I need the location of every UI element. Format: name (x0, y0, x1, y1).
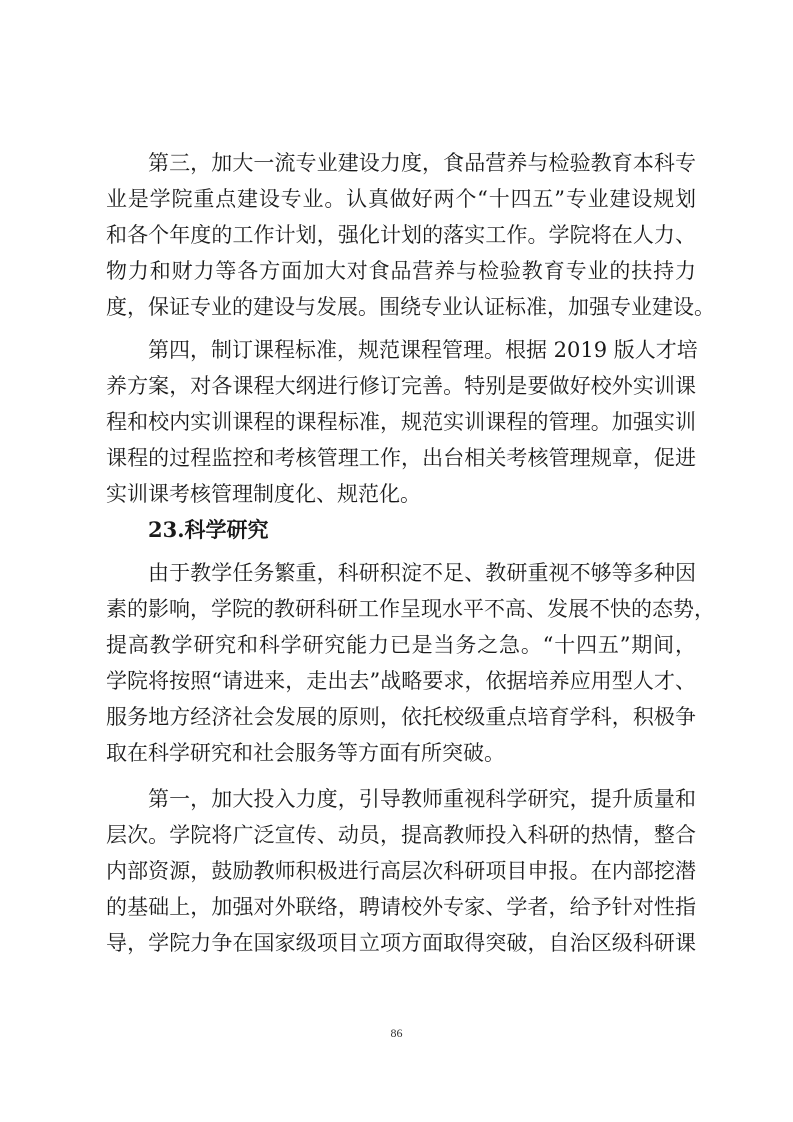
paragraph-3-line-1: 由于教学任务繁重，科研积淀不足、教研重视不够等多种因 (148, 561, 696, 585)
paragraph-2-line-5: 实训课考核管理制度化、规范化。 (106, 482, 421, 506)
paragraph-3-line-6: 取在科学研究和社会服务等方面有所突破。 (106, 741, 505, 765)
section-heading: 23.科学研究 (148, 517, 269, 542)
paragraph-1-line-5: 度，保证专业的建设与发展。围绕专业认证标准，加强专业建设。 (106, 295, 715, 319)
paragraph-4-line-4: 的基础上，加强对外联络，聘请校外专家、学者，给予针对性指 (106, 895, 696, 919)
paragraph-2-line-1: 第四，制订课程标准，规范课程管理。根据 2019 版人才培 (148, 338, 698, 362)
paragraph-4-line-2: 层次。学院将广泛宣传、动员，提高教师投入科研的热情，整合 (106, 823, 696, 847)
paragraph-1-line-3: 和各个年度的工作计划，强化计划的落实工作。学院将在人力、 (106, 223, 696, 247)
page-number: 86 (390, 1026, 403, 1040)
paragraph-4-line-1: 第一，加大投入力度，引导教师重视科学研究，提升质量和 (148, 787, 696, 811)
paragraph-1-line-1: 第三，加大一流专业建设力度，食品营养与检验教育本科专 (148, 151, 696, 175)
paragraph-3-line-4: 学院将按照“请进来，走出去”战略要求，依据培养应用型人才、 (106, 669, 696, 693)
paragraph-3-line-3: 提高教学研究和科学研究能力已是当务之急。“十四五”期间， (106, 633, 696, 657)
paragraph-3-line-5: 服务地方经济社会发展的原则，依托校级重点培育学科，积极争 (106, 705, 696, 729)
paragraph-2-line-2: 养方案，对各课程大纲进行修订完善。特别是要做好校外实训课 (106, 374, 696, 398)
paragraph-4-line-5: 导，学院力争在国家级项目立项方面取得突破，自治区级科研课 (106, 931, 696, 955)
paragraph-1-line-2: 业是学院重点建设专业。认真做好两个“十四五”专业建设规划 (106, 187, 696, 211)
paragraph-3-line-2: 素的影响，学院的教研科研工作呈现水平不高、发展不快的态势， (106, 597, 715, 621)
paragraph-4-line-3: 内部资源，鼓励教师积极进行高层次科研项目申报。在内部挖潜 (106, 859, 696, 883)
paragraph-1-line-4: 物力和财力等各方面加大对食品营养与检验教育专业的扶持力 (106, 259, 696, 283)
paragraph-2-line-4: 课程的过程监控和考核管理工作，出台相关考核管理规章，促进 (106, 446, 696, 470)
paragraph-2-line-3: 程和校内实训课程的课程标准，规范实训课程的管理。加强实训 (106, 410, 696, 434)
